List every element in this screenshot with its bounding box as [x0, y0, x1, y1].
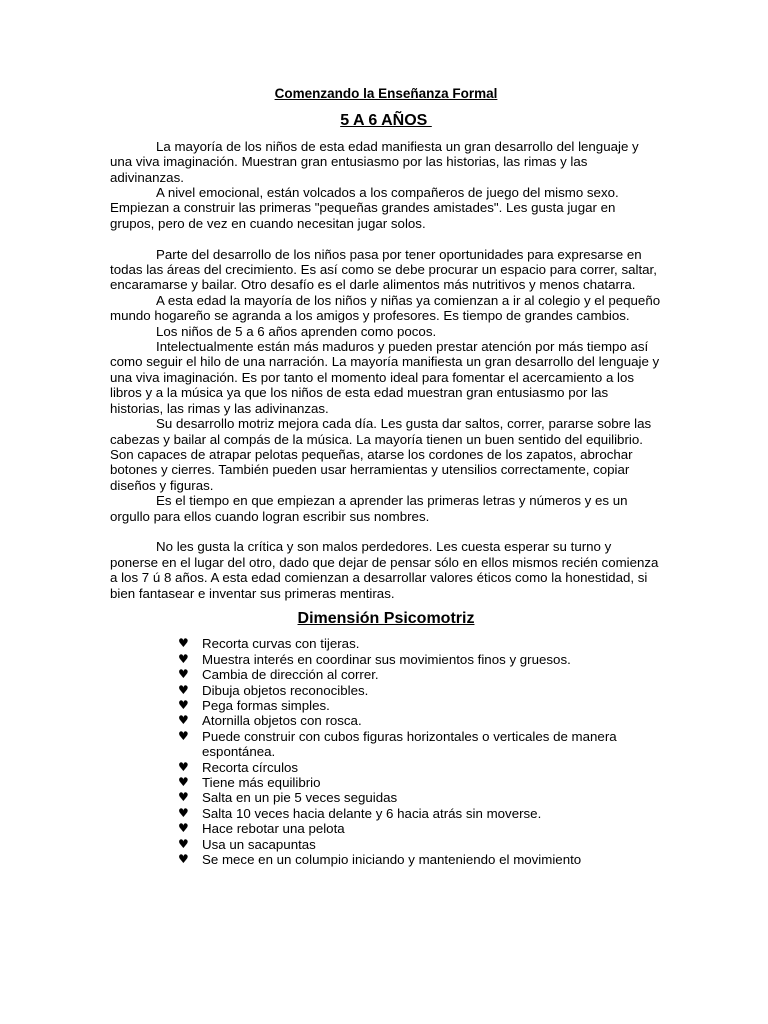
heart-icon: ♥ — [178, 698, 189, 712]
list-item-text: Hace rebotar una pelota — [202, 821, 345, 837]
list-item-text: Atornilla objetos con rosca. — [202, 713, 362, 729]
section-title: Dimensión Psicomotriz — [297, 609, 475, 627]
list-item-text: Cambia de dirección al correr. — [202, 667, 379, 683]
paragraph: No les gusta la crítica y son malos perdedores. Les cuesta esperar su turno y ponerse en el lugar del otro, dado que dejar de pensar sólo en ellos mismos recién comienza a los 7 ú 8 años. A esta edad comienzan a desarrollar valores éticos como la honestidad, si bien fantasear e inventar sus primeras mentiras. — [110, 539, 659, 601]
paragraph: Intelectualmente están más maduros y pueden prestar atención por más tiempo así como seguir el hilo de una narración. La mayoría manifiesta un gran desarrollo del lenguaje y una viva imaginación. Es por tanto el momento ideal para fomentar el acercamiento a los libros y a la música ya que los niños de esta edad muestran gran entusiasmo por las historias, las rimas y las adivinanzas. — [110, 339, 660, 416]
heart-icon: ♥ — [178, 836, 189, 851]
list-item — [178, 775, 662, 790]
list-item-text: Recorta círculos — [202, 759, 299, 775]
document-body — [110, 86, 662, 867]
list-item — [178, 667, 662, 682]
list-item — [178, 852, 662, 867]
list-item — [178, 821, 662, 836]
list-item-text: Salta en un pie 5 veces seguidas — [202, 790, 398, 806]
paragraph: Es el tiempo en que empiezan a aprender las primeras letras y números y es un orgullo para ellos cuando logran escribir sus nombres. — [110, 493, 628, 524]
list-item — [178, 652, 662, 667]
heart-icon: ♥ — [178, 667, 189, 682]
list-item-text: Se mece en un columpio iniciando y manteniendo el movimiento — [202, 852, 582, 868]
list-item-text: Tiene más equilibrio — [202, 775, 321, 791]
paragraph: A esta edad la mayoría de los niños y niñas ya comienzan a ir al colegio y el pequeño mundo hogareño se agranda a los amigos y profesores. Es tiempo de grandes cambios. — [110, 292, 661, 324]
list-item — [178, 729, 662, 760]
heart-icon: ♥ — [178, 821, 189, 836]
age-subtitle: 5 A 6 AÑOS — [340, 112, 432, 130]
paragraph: Parte del desarrollo de los niños pasa por tener oportunidades para expresarse en todas las áreas del crecimiento. Es así como se debe procurar un espacio para correr, saltar, encaramarse y bailar. Otro desafío es el darle alimentos más nutritivos y menos chatarra. — [110, 246, 657, 293]
paragraph: La mayoría de los niños de esta edad manifiesta un gran desarrollo del lenguaje y una viva imaginación. Muestran gran entusiasmo por las historias, las rimas y las adivinanzas. — [110, 138, 639, 185]
list-item — [178, 713, 662, 728]
list-item — [178, 760, 662, 775]
list-item — [178, 683, 662, 698]
list-item — [178, 636, 662, 651]
list-item — [178, 837, 662, 852]
heart-icon: ♥ — [178, 852, 189, 867]
list-item-text: Salta 10 veces hacia delante y 6 hacia atrás sin moverse. — [202, 805, 542, 821]
heart-icon: ♥ — [178, 713, 189, 728]
list-item-text: Pega formas simples. — [202, 698, 330, 713]
list-item-text: Puede construir con cubos figuras horizontales o verticales de manera espontánea. — [202, 728, 617, 760]
heart-icon: ♥ — [178, 728, 189, 743]
heart-icon: ♥ — [178, 759, 189, 774]
list-item — [178, 790, 662, 805]
paragraph-spacer — [110, 231, 662, 246]
paragraph: Los niños de 5 a 6 años aprenden como pocos. — [156, 323, 437, 339]
list-item-text: Muestra interés en coordinar sus movimientos finos y gruesos. — [202, 651, 571, 667]
bullet-list — [110, 636, 662, 867]
page-title: Comenzando la Enseñanza Formal — [274, 86, 498, 101]
paragraph-list — [110, 139, 662, 601]
heart-icon: ♥ — [178, 790, 189, 805]
heart-icon: ♥ — [178, 775, 189, 790]
list-item — [178, 806, 662, 821]
heart-icon: ♥ — [178, 682, 189, 697]
heart-icon: ♥ — [178, 636, 189, 651]
heart-icon: ♥ — [178, 651, 189, 666]
paragraph: Su desarrollo motriz mejora cada día. Les gusta dar saltos, correr, pararse sobre las cabezas y bailar al compás de la música. La mayoría tienen un buen sentido del equilibrio. Son capaces de atrapar pelotas pequeñas, atarse los cordones de los zapatos, abrochar botones y cierres. También pueden usar herramientas y utensilios correctamente, copiar diseños y figuras. — [110, 416, 652, 493]
list-item-text: Usa un sacapuntas — [202, 836, 316, 852]
list-item — [178, 698, 662, 713]
list-item-text: Recorta curvas con tijeras. — [202, 636, 360, 652]
list-item-text: Dibuja objetos reconocibles. — [202, 682, 369, 698]
heart-icon: ♥ — [178, 805, 189, 820]
paragraph-spacer — [110, 524, 662, 539]
paragraph: A nivel emocional, están volcados a los compañeros de juego del mismo sexo. Empiezan a construir las primeras "pequeñas grandes amistades". Les gusta jugar en grupos, pero de vez en cuando necesitan jugar solos. — [110, 185, 619, 231]
